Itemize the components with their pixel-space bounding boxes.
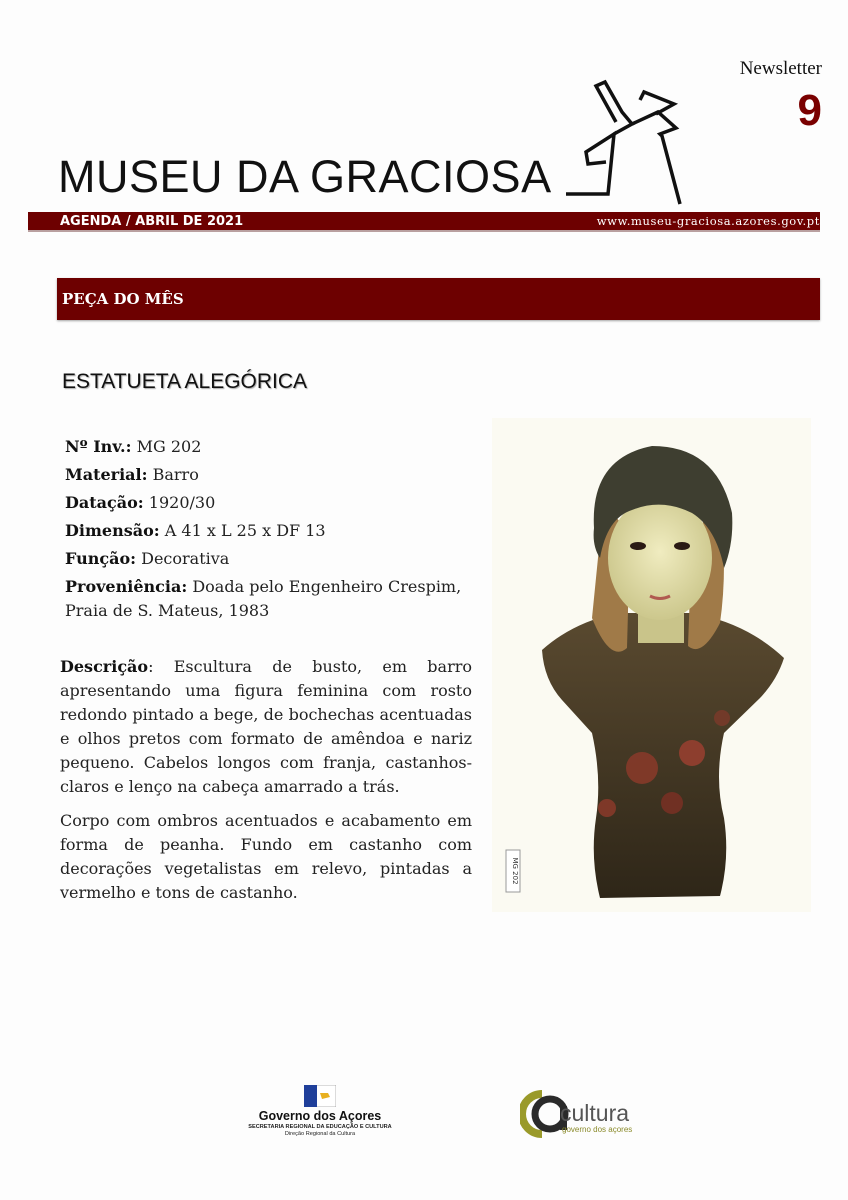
description-paragraph <box>60 655 472 799</box>
section-title: PEÇA DO MÊS <box>62 290 184 308</box>
spec-row-provenance <box>65 575 485 623</box>
spec-value: MG 202 <box>136 437 202 456</box>
description-text: : Escultura de busto, em barro apresentando uma figura feminina com rosto redondo pintado a bege, de bochechas acentuadas e olhos pretos com formato de amêndoa e nariz pequeno. Cabelos longos com franja, castanhos-claros e lenço na cabeça amarrado a trás. <box>60 657 472 796</box>
piece-description <box>60 655 472 915</box>
issue-number: 9 <box>797 86 822 135</box>
spec-label: Material: <box>65 465 148 484</box>
azores-flag-icon <box>304 1085 336 1107</box>
spec-row-inventory <box>65 435 485 459</box>
government-logo <box>230 1082 410 1152</box>
agenda-label: AGENDA / ABRIL DE 2021 <box>60 214 244 229</box>
spec-row-function <box>65 547 485 571</box>
piece-specs <box>65 435 485 627</box>
spec-label: Dimensão: <box>65 521 160 540</box>
windmill-icon <box>560 72 690 206</box>
newsletter-label: Newsletter <box>739 58 822 79</box>
spec-label: Datação: <box>65 493 144 512</box>
government-name: Governo dos Açores <box>258 1109 382 1123</box>
cultura-subtitle: governo dos açores <box>562 1125 633 1134</box>
spec-value: Barro <box>152 465 199 484</box>
spec-row-material <box>65 463 485 487</box>
cultura-word: cultura <box>560 1100 630 1126</box>
description-paragraph: Corpo com ombros acentuados e acabamento em forma de peanha. Fundo em castanho com decorações vegetalistas em relevo, pintadas a vermelho e tons de castanho. <box>60 811 472 902</box>
spec-label: Função: <box>65 549 137 568</box>
inventory-tag: MG 202 <box>511 857 519 885</box>
government-secretariat: SECRETARIA REGIONAL DA EDUCAÇÃO E CULTURA <box>248 1124 392 1130</box>
spec-label: Nº Inv.: <box>65 437 132 456</box>
spec-value: A 41 x L 25 x DF 13 <box>164 521 326 540</box>
spec-row-dimension <box>65 519 485 543</box>
spec-value: 1920/30 <box>148 493 216 512</box>
spec-value: Doada pelo Engenheiro Crespim, Praia de S. Mateus, 1983 <box>65 577 462 620</box>
government-directorate: Direção Regional da Cultura <box>284 1131 356 1137</box>
statuette-photo <box>492 418 811 912</box>
piece-title: ESTATUETA ALEGÓRICA <box>62 370 308 393</box>
website-link[interactable]: www.museu-graciosa.azores.gov.pt <box>596 214 820 228</box>
museum-title: MUSEU DA GRACIOSA <box>58 151 552 202</box>
description-label: Descrição <box>60 657 149 676</box>
spec-row-dating <box>65 491 485 515</box>
spec-value: Decorativa <box>141 549 230 568</box>
spec-label: Proveniência: <box>65 577 188 596</box>
